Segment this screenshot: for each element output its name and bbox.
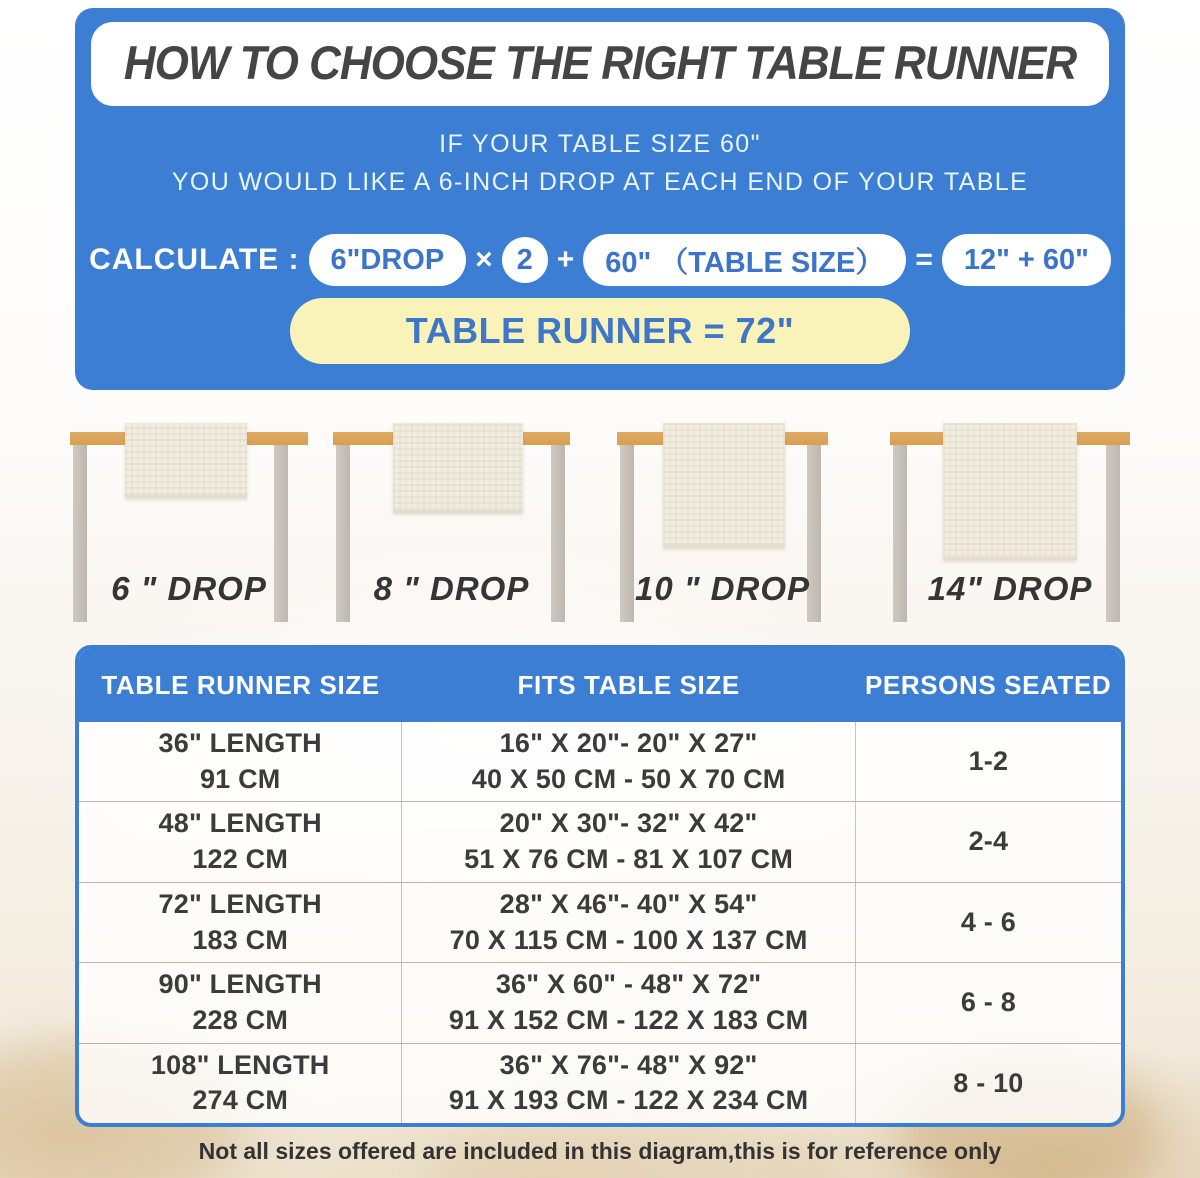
runner-cloth	[125, 423, 247, 498]
page-title: HOW TO CHOOSE THE RIGHT TABLE RUNNER	[123, 37, 1077, 90]
cell-runner-size	[79, 802, 401, 881]
cell-fits-size	[401, 722, 855, 801]
runner-size-cm: 274 CM	[192, 1085, 289, 1116]
cell-runner-size	[79, 963, 401, 1042]
fits-size-inches: 36" X 60" - 48" X 72"	[495, 969, 762, 1000]
fits-size-inches: 28" X 46"- 40" X 54"	[499, 888, 758, 919]
drop-example-8in	[333, 420, 570, 630]
persons-seated-value: 2-4	[968, 826, 1009, 857]
fits-size-cm: 51 X 76 CM - 81 X 107 CM	[464, 844, 794, 875]
drop-label: 10 " DROP	[634, 570, 811, 607]
fits-size-inches: 20" X 30"- 32" X 42"	[499, 808, 758, 839]
plus-operator: +	[556, 243, 575, 276]
condition-line-2: YOU WOULD LIKE A 6-INCH DROP AT EACH END OF YOUR TABLE	[171, 168, 1029, 196]
instructions-panel	[75, 8, 1125, 390]
cell-persons	[856, 963, 1121, 1042]
cell-persons	[856, 722, 1121, 801]
runner-cloth	[393, 423, 523, 513]
runner-size-inches: 90" LENGTH	[158, 969, 322, 1000]
size-chart	[75, 645, 1125, 1127]
equals-operator: =	[915, 243, 933, 276]
runner-size-cm: 183 CM	[192, 924, 289, 955]
size-chart-body	[79, 722, 1121, 1123]
cell-fits-size	[401, 883, 855, 962]
persons-seated-value: 1-2	[968, 745, 1009, 776]
fits-size-inches: 36" X 76"- 48" X 92"	[499, 1049, 758, 1080]
drop-examples-row	[70, 420, 1145, 630]
column-header-persons-seated: PERSONS SEATED	[864, 670, 1112, 700]
drop-example-14in	[890, 420, 1130, 630]
persons-seated-value: 4 - 6	[960, 906, 1016, 937]
cell-fits-size	[401, 963, 855, 1042]
calculate-label: CALCULATE :	[89, 243, 300, 276]
chart-row	[79, 962, 1121, 1042]
fits-size-cm: 91 X 193 CM - 122 X 234 CM	[448, 1085, 809, 1116]
runner-cloth	[943, 423, 1077, 560]
cell-persons	[856, 883, 1121, 962]
drop-example-6in	[70, 420, 308, 630]
runner-size-cm: 122 CM	[192, 844, 289, 875]
runner-size-inches: 108" LENGTH	[150, 1049, 330, 1080]
drop-example-10in	[617, 420, 828, 630]
cell-fits-size	[401, 802, 855, 881]
drop-label: 6 " DROP	[111, 570, 267, 607]
cell-persons	[856, 802, 1121, 881]
title-bar	[91, 22, 1109, 106]
column-header-fits-table-size: FITS TABLE SIZE	[517, 670, 740, 700]
size-chart-header	[79, 649, 1121, 722]
persons-seated-value: 8 - 10	[953, 1067, 1024, 1098]
runner-size-inches: 48" LENGTH	[158, 808, 322, 839]
fits-size-cm: 70 X 115 CM - 100 X 137 CM	[449, 924, 808, 955]
cell-runner-size	[79, 722, 401, 801]
persons-seated-value: 6 - 8	[960, 987, 1016, 1018]
chart-row	[79, 801, 1121, 881]
fits-size-inches: 16" X 20"- 20" X 27"	[499, 728, 758, 759]
runner-size-cm: 228 CM	[192, 1004, 289, 1035]
runner-size-inches: 72" LENGTH	[158, 888, 322, 919]
runner-size-inches: 36" LENGTH	[158, 728, 322, 759]
fits-size-cm: 40 X 50 CM - 50 X 70 CM	[471, 763, 786, 794]
cell-persons	[856, 1044, 1121, 1123]
drop-value-pill: 6"DROP	[309, 234, 467, 286]
column-header-runner-size: TABLE RUNNER SIZE	[101, 670, 380, 700]
runner-size-cm: 91 CM	[199, 763, 281, 794]
drop-label: 8 " DROP	[373, 570, 530, 607]
footer-note: Not all sizes offered are included in this diagram,this is for reference only	[198, 1138, 1002, 1164]
runner-cloth	[663, 423, 785, 548]
result-text: TABLE RUNNER = 72"	[405, 310, 795, 351]
chart-row	[79, 882, 1121, 962]
chart-row	[79, 1043, 1121, 1123]
table-size-pill: 60" （TABLE SIZE）	[583, 234, 906, 286]
chart-row	[79, 722, 1121, 801]
fits-size-cm: 91 X 152 CM - 122 X 183 CM	[448, 1004, 809, 1035]
result-pill	[290, 298, 910, 364]
cell-fits-size	[401, 1044, 855, 1123]
cell-runner-size	[79, 883, 401, 962]
calculation-row	[75, 234, 1125, 286]
sum-pill: 12" + 60"	[942, 234, 1111, 286]
multiplier-badge: 2	[502, 237, 548, 283]
cell-runner-size	[79, 1044, 401, 1123]
multiply-operator: ×	[475, 243, 493, 276]
drop-label: 14" DROP	[927, 570, 1093, 607]
condition-line-1: IF YOUR TABLE SIZE 60"	[439, 130, 761, 158]
